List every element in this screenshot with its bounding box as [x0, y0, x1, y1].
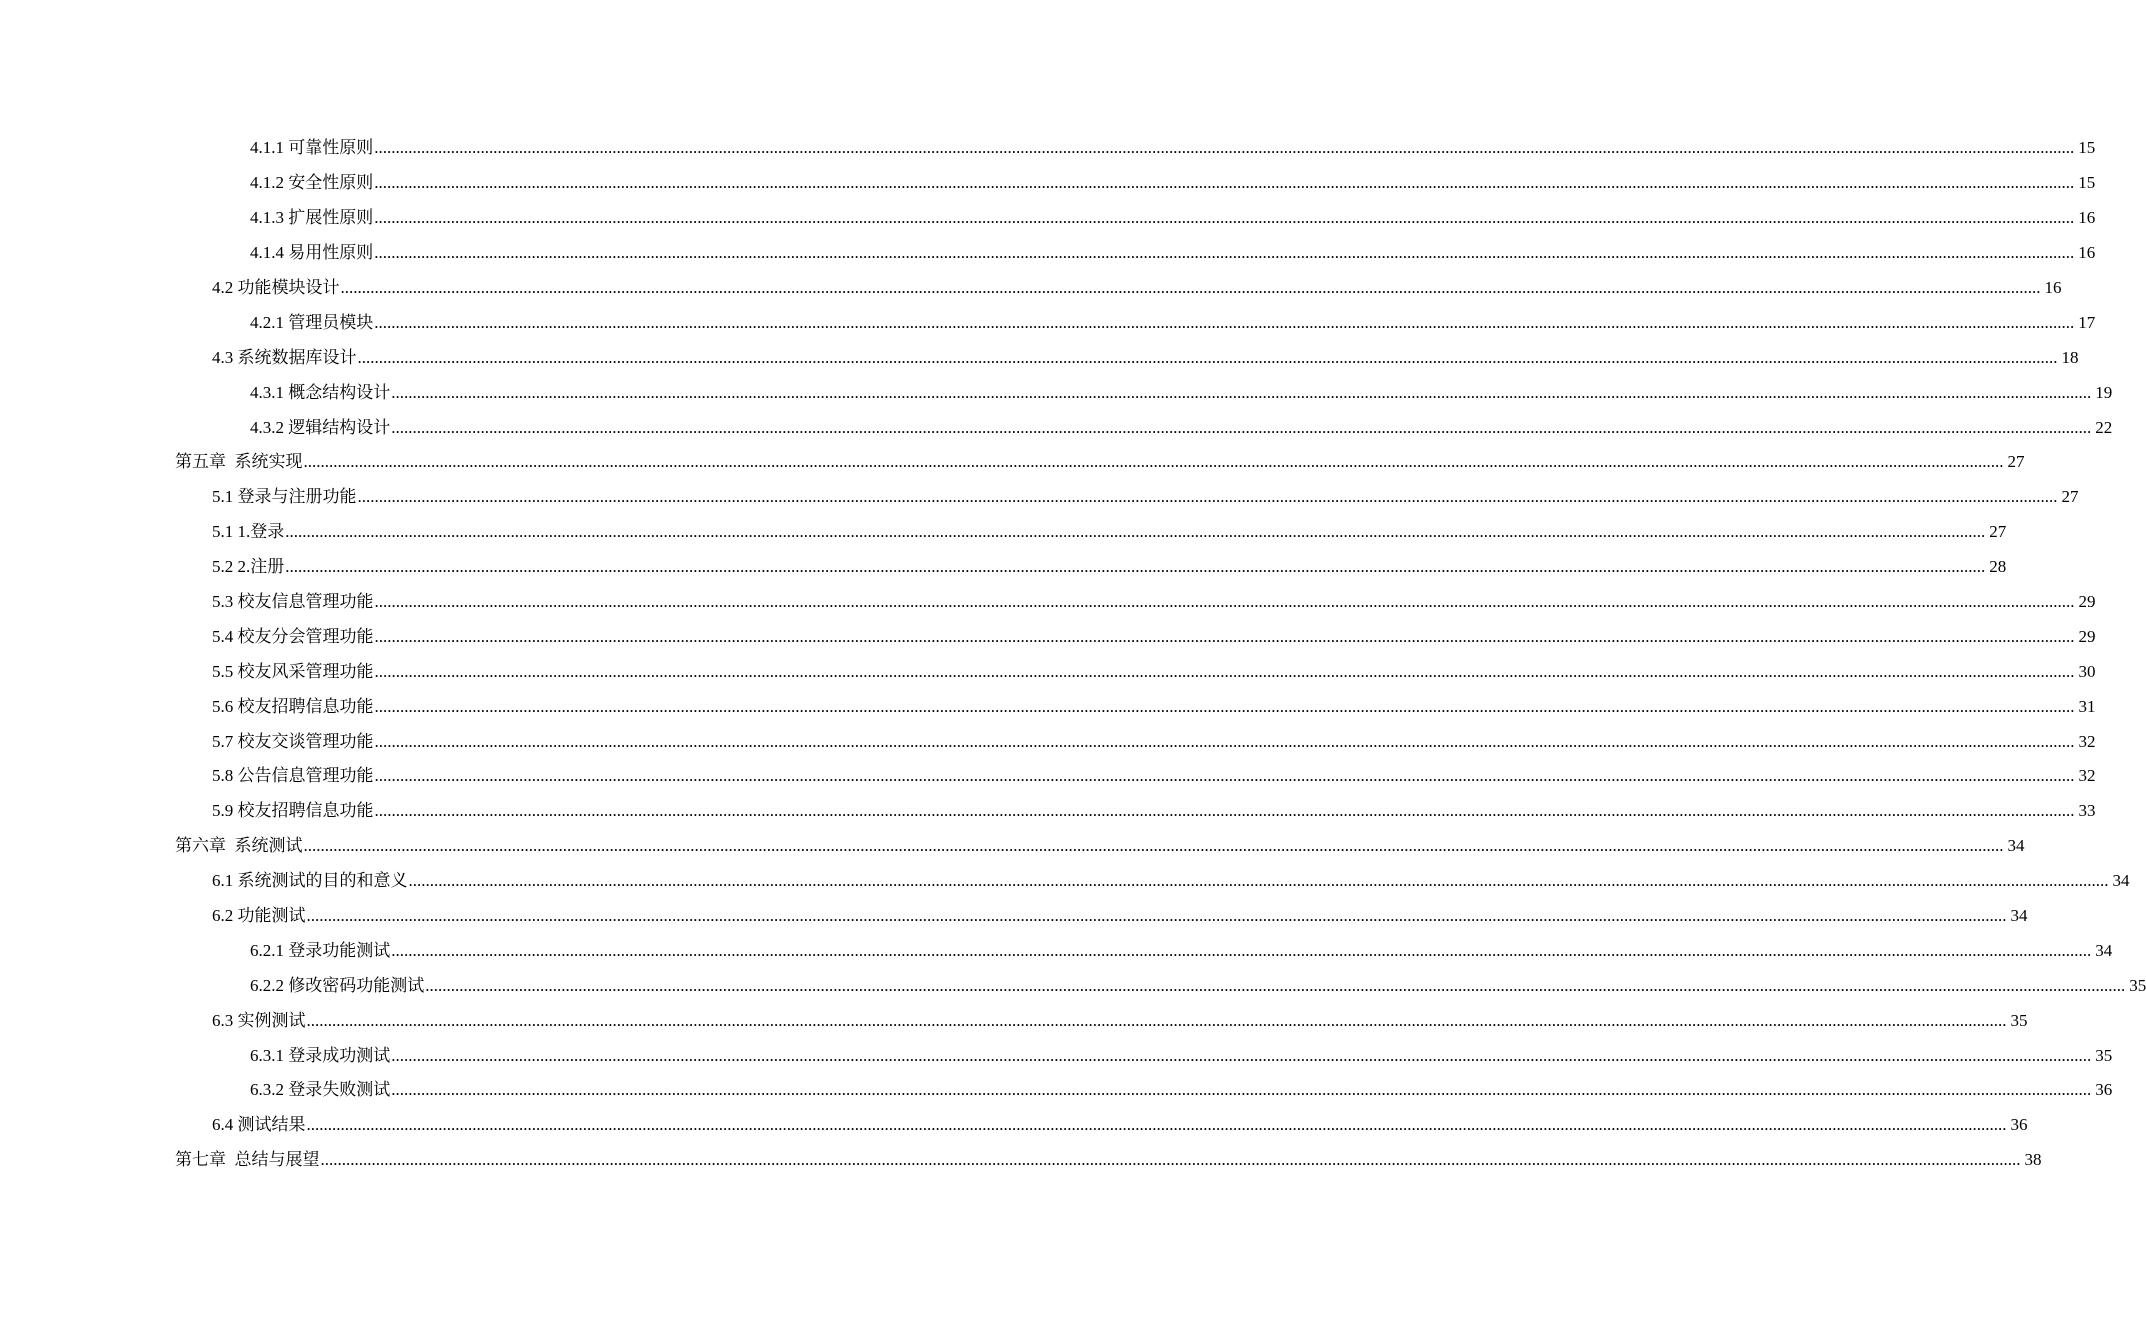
toc-entry[interactable] — [0, 724, 2096, 759]
toc-entry[interactable] — [0, 236, 2096, 271]
toc-dot-leader: ................................................................................................................................................................................................................................................................................................................................................................................................................ — [306, 906, 2007, 926]
toc-entry[interactable] — [0, 271, 2062, 306]
toc-entry-page-number: 34 — [2095, 940, 2113, 960]
toc-entry-page-number: 36 — [2010, 1115, 2028, 1135]
toc-dot-leader: ................................................................................................................................................................................................................................................................................................................................................................................................................ — [357, 487, 2058, 507]
toc-entry[interactable] — [0, 340, 2079, 375]
toc-entry[interactable] — [0, 968, 2146, 1003]
toc-dot-leader: ................................................................................................................................................................................................................................................................................................................................................................................................................ — [391, 1045, 2092, 1065]
toc-entry-page-number: 16 — [2078, 208, 2096, 228]
toc-entry-title: 5.4 校友分会管理功能 — [212, 626, 374, 646]
toc-dot-leader: ................................................................................................................................................................................................................................................................................................................................................................................................................ — [374, 731, 2075, 751]
toc-entry-page-number: 33 — [2078, 801, 2096, 821]
toc-entry[interactable] — [0, 410, 2113, 445]
toc-entry-title: 4.1.2 安全性原则 — [250, 173, 374, 193]
toc-entry-title: 第五章 系统实现 — [175, 452, 303, 472]
toc-entry[interactable] — [0, 1003, 2028, 1038]
toc-dot-leader: ................................................................................................................................................................................................................................................................................................................................................................................................................ — [374, 696, 2075, 716]
toc-entry-title: 5.7 校友交谈管理功能 — [212, 731, 374, 751]
toc-dot-leader: ................................................................................................................................................................................................................................................................................................................................................................................................................ — [391, 940, 2092, 960]
toc-entry[interactable] — [0, 1108, 2028, 1143]
toc-entry-page-number: 36 — [2095, 1080, 2113, 1100]
toc-entry[interactable] — [0, 933, 2113, 968]
table-of-contents — [0, 131, 2146, 1178]
toc-dot-leader: ................................................................................................................................................................................................................................................................................................................................................................................................................ — [408, 871, 2109, 891]
toc-entry[interactable] — [0, 794, 2096, 829]
toc-entry[interactable] — [0, 829, 2025, 864]
toc-entry-title: 5.1 登录与注册功能 — [212, 487, 357, 507]
toc-entry-page-number: 28 — [1989, 557, 2007, 577]
toc-entry[interactable] — [0, 759, 2096, 794]
toc-dot-leader: ................................................................................................................................................................................................................................................................................................................................................................................................................ — [374, 592, 2075, 612]
toc-dot-leader: ................................................................................................................................................................................................................................................................................................................................................................................................................ — [285, 522, 1986, 542]
toc-entry-title: 6.1 系统测试的目的和意义 — [212, 871, 408, 891]
toc-dot-leader: ................................................................................................................................................................................................................................................................................................................................................................................................................ — [340, 278, 2041, 297]
toc-entry[interactable] — [0, 654, 2096, 689]
toc-entry-title: 4.3 系统数据库设计 — [212, 347, 357, 367]
toc-dot-leader: ................................................................................................................................................................................................................................................................................................................................................................................................................ — [425, 975, 2126, 995]
toc-entry[interactable] — [0, 689, 2096, 724]
toc-entry-page-number: 27 — [2061, 487, 2079, 507]
toc-dot-leader: ................................................................................................................................................................................................................................................................................................................................................................................................................ — [374, 173, 2075, 193]
toc-dot-leader: ................................................................................................................................................................................................................................................................................................................................................................................................................ — [374, 243, 2075, 263]
toc-entry-page-number: 17 — [2078, 312, 2096, 332]
toc-entry-page-number: 27 — [1989, 522, 2007, 542]
toc-entry[interactable] — [0, 619, 2096, 654]
toc-entry-page-number: 27 — [2007, 452, 2025, 472]
toc-dot-leader: ................................................................................................................................................................................................................................................................................................................................................................................................................ — [391, 417, 2092, 437]
toc-entry[interactable] — [0, 864, 2130, 899]
toc-entry-title: 6.3.1 登录成功测试 — [250, 1045, 391, 1065]
toc-dot-leader: ................................................................................................................................................................................................................................................................................................................................................................................................................ — [357, 347, 2058, 367]
toc-entry-page-number: 34 — [2007, 836, 2025, 856]
toc-entry-page-number: 35 — [2010, 1010, 2028, 1030]
toc-dot-leader: ................................................................................................................................................................................................................................................................................................................................................................................................................ — [374, 208, 2075, 228]
toc-entry-page-number: 31 — [2078, 696, 2096, 716]
toc-dot-leader: ................................................................................................................................................................................................................................................................................................................................................................................................................ — [374, 661, 2075, 681]
toc-entry-title: 5.6 校友招聘信息功能 — [212, 696, 374, 716]
toc-entry-page-number: 34 — [2112, 871, 2130, 891]
toc-entry[interactable] — [0, 305, 2096, 340]
toc-entry[interactable] — [0, 1038, 2113, 1073]
toc-dot-leader: ................................................................................................................................................................................................................................................................................................................................................................................................................ — [285, 557, 1986, 577]
toc-entry-title: 6.2.1 登录功能测试 — [250, 940, 391, 960]
toc-entry-title: 6.4 测试结果 — [212, 1115, 306, 1135]
toc-entry-title: 4.3.1 概念结构设计 — [250, 382, 391, 402]
toc-entry[interactable] — [0, 515, 2007, 550]
toc-dot-leader: ................................................................................................................................................................................................................................................................................................................................................................................................................ — [391, 1080, 2092, 1100]
toc-dot-leader: ................................................................................................................................................................................................................................................................................................................................................................................................................ — [320, 1150, 2021, 1170]
toc-entry-page-number: 16 — [2044, 278, 2062, 297]
toc-dot-leader: ................................................................................................................................................................................................................................................................................................................................................................................................................ — [374, 766, 2075, 786]
toc-entry[interactable] — [0, 166, 2096, 201]
toc-entry[interactable] — [0, 480, 2079, 515]
toc-entry[interactable] — [0, 445, 2025, 480]
toc-entry-title: 6.2.2 修改密码功能测试 — [250, 975, 425, 995]
toc-dot-leader: ................................................................................................................................................................................................................................................................................................................................................................................................................ — [303, 452, 2004, 472]
toc-dot-leader: ................................................................................................................................................................................................................................................................................................................................................................................................................ — [374, 138, 2075, 158]
toc-entry-title: 5.5 校友风采管理功能 — [212, 661, 374, 681]
toc-entry-page-number: 35 — [2095, 1045, 2113, 1065]
toc-entry-page-number: 38 — [2024, 1150, 2042, 1170]
toc-entry-title: 5.2 2.注册 — [212, 557, 285, 577]
toc-entry-title: 4.2 功能模块设计 — [212, 278, 340, 297]
toc-entry-page-number: 35 — [2129, 975, 2146, 995]
toc-entry-title: 6.2 功能测试 — [212, 906, 306, 926]
toc-entry-page-number: 16 — [2078, 243, 2096, 263]
toc-entry-page-number: 32 — [2078, 766, 2096, 786]
toc-entry-title: 6.3.2 登录失败测试 — [250, 1080, 391, 1100]
toc-entry-page-number: 30 — [2078, 661, 2096, 681]
toc-entry-page-number: 32 — [2078, 731, 2096, 751]
toc-entry-title: 4.3.2 逻辑结构设计 — [250, 417, 391, 437]
toc-entry-title: 6.3 实例测试 — [212, 1010, 306, 1030]
toc-entry[interactable] — [0, 899, 2028, 934]
toc-entry-page-number: 29 — [2078, 592, 2096, 612]
toc-entry-page-number: 19 — [2095, 382, 2113, 402]
toc-entry-page-number: 34 — [2010, 906, 2028, 926]
toc-entry-title: 4.2.1 管理员模块 — [250, 312, 374, 332]
toc-entry-page-number: 29 — [2078, 626, 2096, 646]
toc-dot-leader: ................................................................................................................................................................................................................................................................................................................................................................................................................ — [306, 1010, 2007, 1030]
toc-entry-page-number: 15 — [2078, 173, 2096, 193]
toc-entry[interactable] — [0, 1143, 2042, 1178]
toc-entry-title: 第七章 总结与展望 — [175, 1150, 320, 1170]
toc-entry-title: 4.1.3 扩展性原则 — [250, 208, 374, 228]
toc-entry-title: 4.1.1 可靠性原则 — [250, 138, 374, 158]
toc-dot-leader: ................................................................................................................................................................................................................................................................................................................................................................................................................ — [391, 382, 2092, 402]
toc-entry-title: 4.1.4 易用性原则 — [250, 243, 374, 263]
toc-entry[interactable] — [0, 201, 2096, 236]
toc-dot-leader: ................................................................................................................................................................................................................................................................................................................................................................................................................ — [306, 1115, 2007, 1135]
toc-entry-title: 5.8 公告信息管理功能 — [212, 766, 374, 786]
toc-entry[interactable] — [0, 1073, 2113, 1108]
toc-dot-leader: ................................................................................................................................................................................................................................................................................................................................................................................................................ — [303, 836, 2004, 856]
toc-entry-title: 第六章 系统测试 — [175, 836, 303, 856]
toc-dot-leader: ................................................................................................................................................................................................................................................................................................................................................................................................................ — [374, 801, 2075, 821]
toc-entry[interactable] — [0, 131, 2096, 166]
toc-entry-page-number: 22 — [2095, 417, 2113, 437]
toc-entry-title: 5.9 校友招聘信息功能 — [212, 801, 374, 821]
toc-entry[interactable] — [0, 375, 2113, 410]
toc-entry[interactable] — [0, 550, 2007, 585]
toc-entry[interactable] — [0, 585, 2096, 620]
toc-entry-title: 5.3 校友信息管理功能 — [212, 592, 374, 612]
toc-dot-leader: ................................................................................................................................................................................................................................................................................................................................................................................................................ — [374, 312, 2075, 332]
toc-entry-page-number: 15 — [2078, 138, 2096, 158]
toc-entry-title: 5.1 1.登录 — [212, 522, 285, 542]
toc-entry-page-number: 18 — [2061, 347, 2079, 367]
toc-dot-leader: ................................................................................................................................................................................................................................................................................................................................................................................................................ — [374, 626, 2075, 646]
